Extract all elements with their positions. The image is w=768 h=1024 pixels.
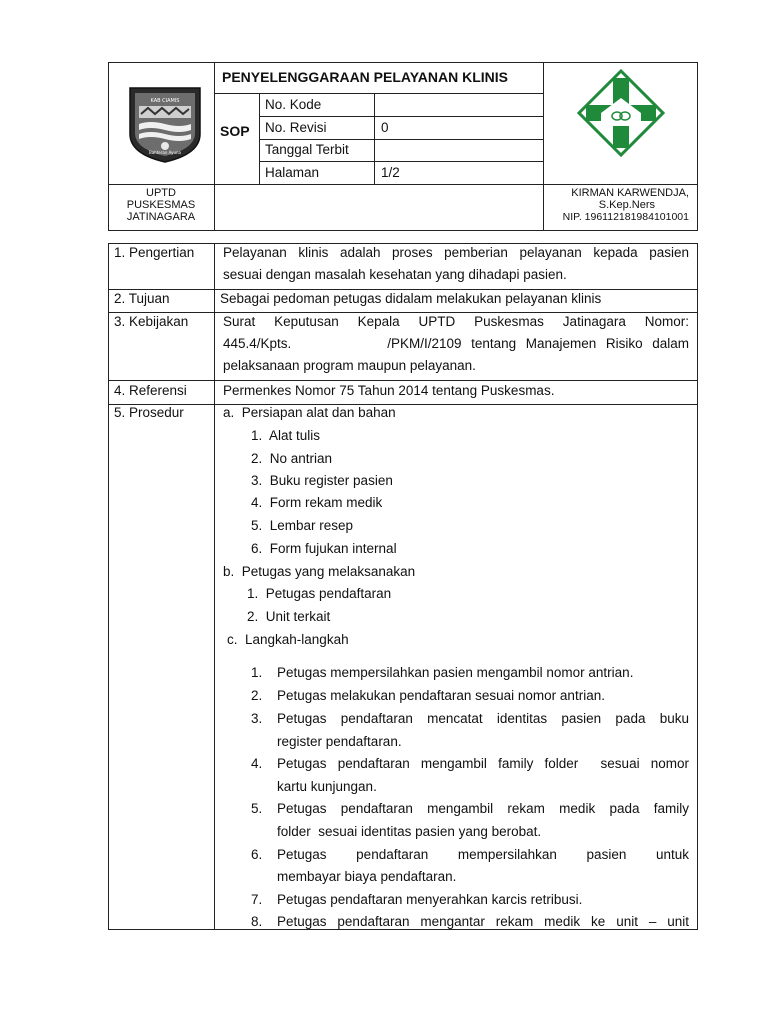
list-item: 3. Buku register pasien xyxy=(251,473,393,488)
prosedur-section-c: c. Langkah-langkah xyxy=(227,632,349,647)
step-text: Petugas pendaftaran mengambil family folder sesuai nomor xyxy=(277,756,689,771)
step-text: Petugas pendaftaran mengambil rekam medik pada family xyxy=(277,801,689,816)
pengertian-text: Pelayanan klinis adalah proses pemberian pelayanan kepada pasien xyxy=(223,245,689,260)
step-number: 4. xyxy=(251,756,263,771)
meta-label-halaman: Halaman xyxy=(265,165,320,180)
document-title: PENYELENGGARAAN PELAYANAN KLINIS xyxy=(222,69,509,85)
row-label-prosedur: 5. Prosedur xyxy=(114,405,184,420)
step-number: 3. xyxy=(251,711,263,726)
step-text: Petugas pendaftaran menyerahkan karcis retribusi. xyxy=(277,892,583,907)
step-text: Petugas pendaftaran mempersilahkan pasien untuk xyxy=(277,847,689,862)
step-text: Petugas pendaftaran mengantar rekam medik ke unit – unit xyxy=(277,914,689,929)
step-text: Petugas mempersilahkan pasien mengambil nomor antrian. xyxy=(277,665,634,680)
org-line: PUSKESMAS xyxy=(126,199,196,211)
list-item: 5. Lembar resep xyxy=(251,518,354,533)
list-item: 4. Form rekam medik xyxy=(251,495,383,510)
step-text: Petugas pendaftaran mencatat identitas pasien pada buku xyxy=(277,711,689,726)
prosedur-section-a: a. Persiapan alat dan bahan xyxy=(223,405,396,420)
meta-label-kode: No. Kode xyxy=(265,97,322,112)
signer-block xyxy=(544,187,697,223)
step-number: 1. xyxy=(251,665,263,680)
row-label-tujuan: 2. Tujuan xyxy=(114,291,170,306)
puskesmas-logo xyxy=(576,68,666,158)
step-text: folder sesuai identitas pasien yang berobat. xyxy=(277,824,542,839)
svg-text:KAB CIAMIS: KAB CIAMIS xyxy=(150,98,180,104)
meta-label-revisi: No. Revisi xyxy=(265,120,327,135)
prosedur-section-b: b. Petugas yang melaksanakan xyxy=(223,564,416,579)
list-item: 6. Form fujukan internal xyxy=(251,541,397,556)
list-item: 2. No antrian xyxy=(251,451,333,466)
meta-label-tanggal: Tanggal Terbit xyxy=(265,142,349,157)
org-line: UPTD xyxy=(146,187,176,199)
row-label-kebijakan: 3. Kebijakan xyxy=(114,314,189,329)
step-number: 5. xyxy=(251,801,263,816)
step-number: 2. xyxy=(251,688,263,703)
signer-name: KIRMAN KARWENDJA, xyxy=(571,187,689,199)
meta-value-halaman: 1/2 xyxy=(381,165,400,180)
kebijakan-text: pelaksanaan program maupun pelayanan. xyxy=(223,358,476,373)
step-text: kartu kunjungan. xyxy=(277,779,377,794)
list-item: 1. Petugas pendaftaran xyxy=(247,586,392,601)
svg-text:Bahteran Ayuna: Bahteran Ayuna xyxy=(148,150,182,155)
step-number: 7. xyxy=(251,892,263,907)
meta-value-revisi: 0 xyxy=(381,120,389,135)
list-item: 2. Unit terkait xyxy=(247,609,331,624)
referensi-text: Permenkes Nomor 75 Tahun 2014 tentang Puskesmas. xyxy=(223,383,555,398)
signer-nip: NIP. 196112181984101001 xyxy=(562,211,689,223)
step-number: 8. xyxy=(251,914,263,929)
pengertian-text: sesuai dengan masalah kesehatan yang dihadapi pasien. xyxy=(223,267,567,282)
step-text: register pendaftaran. xyxy=(277,734,402,749)
list-item: 1. Alat tulis xyxy=(251,428,321,443)
kebijakan-text: 445.4/Kpts. /PKM/I/2109 tentang Manajemen Risiko dalam xyxy=(223,336,689,351)
step-text: membayar biaya pendaftaran. xyxy=(277,869,457,884)
tujuan-text: Sebagai pedoman petugas didalam melakukan pelayanan klinis xyxy=(220,291,602,306)
row-label-referensi: 4. Referensi xyxy=(114,383,187,398)
step-number: 6. xyxy=(251,847,263,862)
org-line: JATINAGARA xyxy=(126,211,196,223)
org-name xyxy=(108,187,214,223)
step-text: Petugas melakukan pendaftaran sesuai nomor antrian. xyxy=(277,688,605,703)
row-label-pengertian: 1. Pengertian xyxy=(114,245,195,260)
sop-label: SOP xyxy=(220,123,250,139)
kebijakan-text: Surat Keputusan Kepala UPTD Puskesmas Jatinagara Nomor: xyxy=(223,314,689,329)
signer-title: S.Kep.Ners xyxy=(598,199,655,211)
district-emblem-logo xyxy=(126,84,204,164)
